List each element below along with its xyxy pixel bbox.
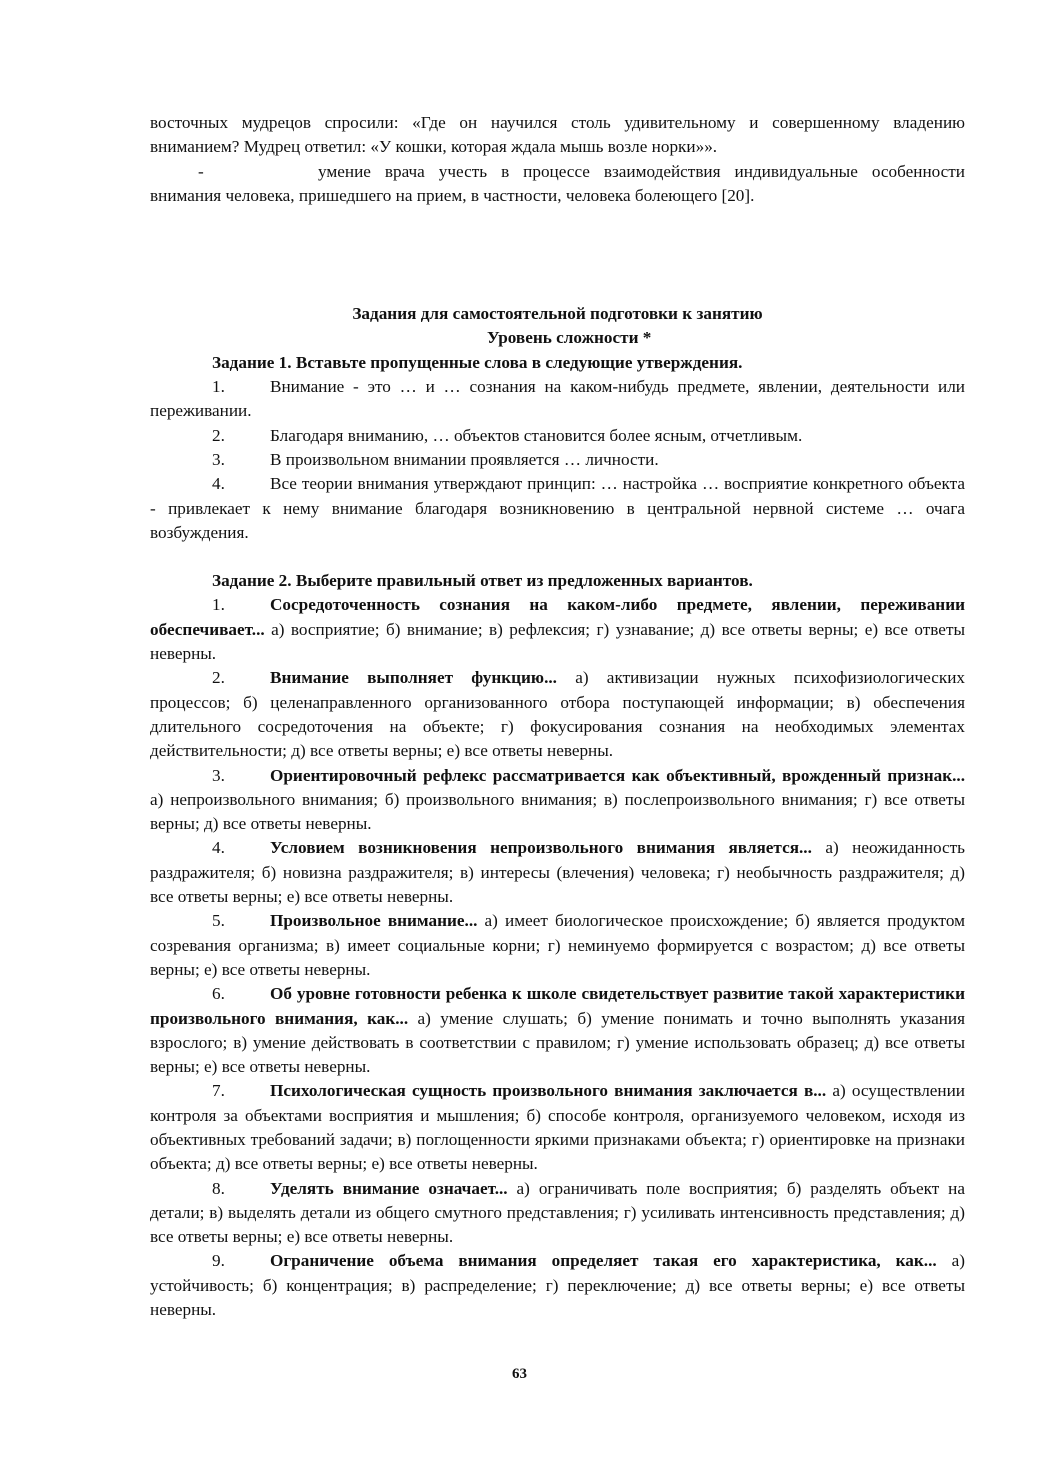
item-question: Психологическая сущность произвольного внимания заключается в... xyxy=(270,1081,827,1101)
item-number: 3. xyxy=(212,765,225,785)
task1-item xyxy=(150,472,965,545)
intro-bullet xyxy=(150,160,965,209)
item-number: 8. xyxy=(212,1178,225,1198)
task2-item xyxy=(150,909,965,982)
item-question: Сосредоточенность сознания на каком-либо предмете, явлении, переживании обеспечивает... xyxy=(150,595,965,639)
task2-list xyxy=(150,593,965,1322)
item-number: 1. xyxy=(212,595,225,615)
item-text: Внимание - это … и … сознания на каком-нибудь предмете, явлении, деятельности или переживании. xyxy=(150,377,965,421)
task2-item xyxy=(150,1249,965,1322)
item-answers: а) неожиданность раздражителя; б) новизна раздражителя; в) интересы (влечения) человека; г) необычность раздражителя; д) все ответы верны; е) все ответы неверны. xyxy=(150,838,966,907)
item-number: 2. xyxy=(212,668,225,688)
item-question: Об уровне готовности ребенка к школе свидетельствует развитие такой характеристики произвольного внимания, как... xyxy=(150,984,965,1028)
spacer xyxy=(150,545,965,569)
task2-item xyxy=(150,836,965,909)
item-text: Благодаря вниманию, … объектов становится более ясным, отчетливым. xyxy=(270,425,803,445)
item-answers: а) осуществлении контроля за объектами восприятия и мышления; б) способе контроля, организуемого человеком, исходя из объективных требований задачи; в) поглощенности яркими признаками объекта; г) ориентировке на признаки объекта; д) все ответы верны; е) все ответы неверны. xyxy=(150,1081,965,1174)
item-answers: а) активизации нужных психофизиологических процессов; б) целенаправленного организованного отбора поступающей информации; в) обеспечения длительного сосредоточения на объекте; г) фокусирования сознания на необходимых элементах действительности; д) все ответы верны; е) все ответы неверны. xyxy=(150,668,966,761)
task2-title: Задание 2. Выберите правильный ответ из предложенных вариантов. xyxy=(212,571,753,591)
task2-item xyxy=(150,593,965,666)
task1-item xyxy=(150,375,965,424)
item-answers: а) умение слушать; б) умение понимать и точно выполнять указания взрослого; в) умение действовать в соответствии с правилом; г) умение использовать образец; д) все ответы верны; е) все ответы неверны. xyxy=(150,1008,965,1077)
page-content xyxy=(150,111,965,1322)
item-answers: а) непроизвольного внимания; б) произвольного внимания; в) послепроизвольного внимания; г) все ответы верны; д) все ответы неверны. xyxy=(150,789,965,834)
item-number: 1. xyxy=(212,377,225,397)
item-answers: а) восприятие; б) внимание; в) рефлексия; г) узнавание; д) все ответы верны; е) все ответы неверны. xyxy=(150,619,965,664)
item-number: 4. xyxy=(212,474,225,494)
item-question: Условием возникновения непроизвольного внимания является... xyxy=(270,838,812,858)
item-text: Все теории внимания утверждают принцип: … настройка … восприятие конкретного объекта - привлекает к нему внимание благодаря возникновению в центральной нервной системе … очага возбуждения. xyxy=(150,474,965,542)
intro-paragraph: восточных мудрецов спросили: «Где он научился столь удивительному и совершенному владению вниманием? Мудрец ответил: «У кошки, которая ждала мышь возле норки»». xyxy=(150,113,965,157)
item-question: Произвольное внимание... xyxy=(270,911,478,931)
item-number: 6. xyxy=(212,984,225,1004)
task2-item xyxy=(150,1079,965,1176)
item-answers: а) имеет биологическое происхождение; б) является продуктом созревания организма; в) имеет социальные корни; г) неминуемо формируется с возрастом; д) все ответы верны; е) все ответы неверны. xyxy=(150,911,965,979)
spacer xyxy=(150,208,965,302)
bullet-text: умение врача учесть в процессе взаимодействия индивидуальные особенности внимания человека, пришедшего на прием, в частности, человека болеющего [20]. xyxy=(150,161,965,205)
bullet-marker: - xyxy=(198,161,204,181)
page-number: 63 xyxy=(512,1366,527,1382)
task1-item xyxy=(150,448,965,472)
task2-item xyxy=(150,982,965,1079)
item-number: 3. xyxy=(212,449,225,469)
task2-item xyxy=(150,1177,965,1250)
item-number: 7. xyxy=(212,1081,225,1101)
task2-item xyxy=(150,764,965,837)
item-text: В произвольном внимании проявляется … личности. xyxy=(270,449,659,469)
item-question: Ограничение объема внимания определяет такая его характеристика, как... xyxy=(270,1251,937,1271)
item-answers: а) ограничивать поле восприятия; б) разделять объект на детали; в) выделять детали из общего смутного представления; г) усиливать интенсивность представления; д) все ответы верны; е) все ответы неверны. xyxy=(150,1178,965,1247)
task2-item xyxy=(150,666,965,763)
section-title: Задания для самостоятельной подготовки к занятию xyxy=(352,304,763,324)
item-number: 9. xyxy=(212,1251,225,1271)
item-question: Внимание выполняет функцию... xyxy=(270,668,557,688)
item-question: Уделять внимание означает... xyxy=(270,1178,508,1198)
difficulty-level: Уровень сложности * xyxy=(487,328,652,348)
task1-item xyxy=(150,424,965,448)
item-answers: а) устойчивость; б) концентрация; в) распределение; г) переключение; д) все ответы верны; е) все ответы неверны. xyxy=(150,1251,965,1320)
item-number: 2. xyxy=(212,425,225,445)
item-number: 5. xyxy=(212,911,225,931)
task1-list xyxy=(150,375,965,545)
task1-title: Задание 1. Вставьте пропущенные слова в следующие утверждения. xyxy=(212,352,743,372)
item-question: Ориентировочный рефлекс рассматривается как объективный, врожденный признак... xyxy=(270,765,965,785)
item-number: 4. xyxy=(212,838,225,858)
